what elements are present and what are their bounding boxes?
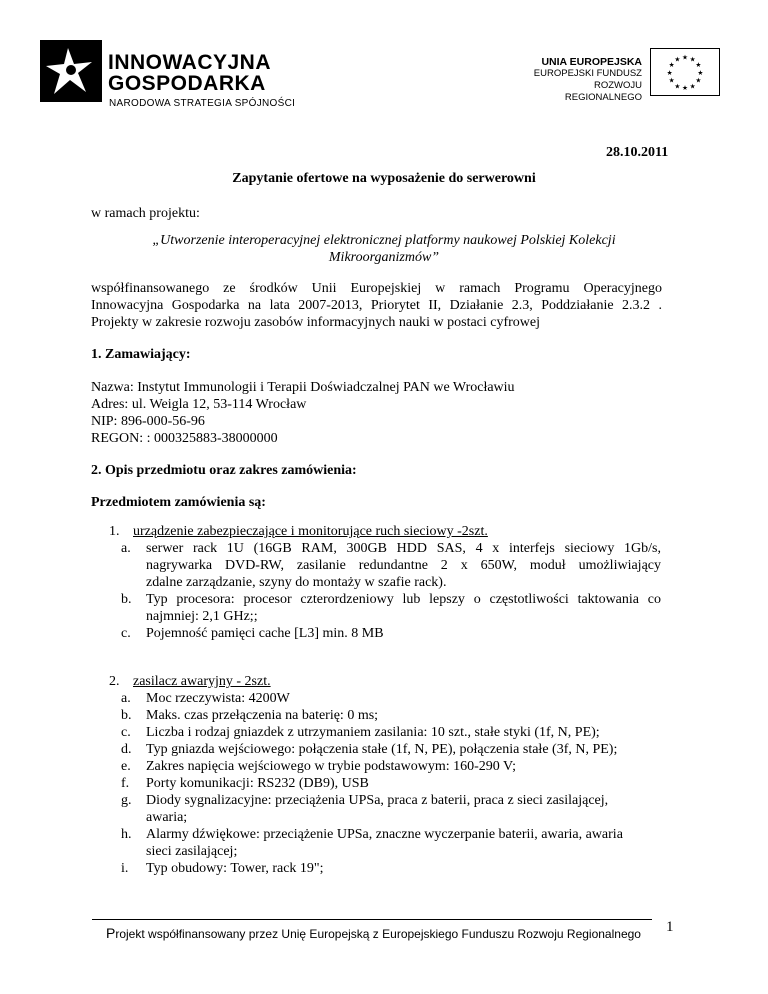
contractor-regon: REGON: : 000325883-38000000	[91, 431, 278, 446]
star-figure-icon	[40, 40, 102, 102]
item-1-b-line-1: Typ procesora: procesor czterordzeniowy lub lepszy o częstotliwości taktowania co	[146, 592, 661, 607]
logo-line-3: NARODOWA STRATEGIA SPÓJNOŚCI	[109, 98, 296, 109]
unia-europejska-logo	[520, 48, 720, 108]
item-2-f-label: f.	[121, 776, 130, 791]
item-2-a-label: a.	[121, 691, 131, 706]
document-date: 28.10.2011	[606, 145, 669, 160]
item-2-g-line-2: awaria;	[146, 810, 188, 825]
svg-text:★: ★	[682, 53, 688, 62]
footer-text	[106, 925, 641, 941]
footer-divider	[92, 919, 652, 920]
item-2-h-line-1: Alarmy dźwiękowe: przeciążenie UPSa, znaczne wyczerpanie baterii, awaria, awaria	[146, 827, 623, 842]
section-2-heading: 2. Opis przedmiotu oraz zakres zamówienia:	[91, 463, 357, 478]
svg-text:★: ★	[666, 68, 673, 77]
item-1-title: urządzenie zabezpieczające i monitorujące ruch sieciowy -2szt.	[133, 524, 488, 539]
svg-text:★: ★	[689, 82, 696, 91]
cofinancing-line-3: Projekty w zakresie rozwoju zasobów informacyjnych nauki w postaci cyfrowej	[91, 315, 541, 330]
item-1-a-label: a.	[121, 541, 131, 556]
intro-text: w ramach projektu:	[91, 206, 200, 221]
svg-text:★: ★	[689, 55, 696, 64]
section-1-heading: 1. Zamawiający:	[91, 347, 191, 362]
item-1-a-line-1: serwer rack 1U (16GB RAM, 300GB HDD SAS, 4 x interfejs sieciowy 1Gb/s,	[146, 541, 661, 556]
svg-text:★: ★	[668, 61, 675, 70]
logo-line-2: GOSPODARKA	[108, 72, 266, 95]
item-2-number: 2.	[109, 674, 120, 689]
item-2-d-label: d.	[121, 742, 132, 757]
item-2-e: Zakres napięcia wejściowego w trybie podstawowym: 160-290 V;	[146, 759, 517, 774]
contractor-nip: NIP: 896-000-56-96	[91, 414, 205, 429]
ue-logo-text	[520, 56, 642, 104]
svg-text:★: ★	[674, 82, 681, 91]
item-2-a: Moc rzeczywista: 4200W	[146, 691, 290, 706]
item-2-b: Maks. czas przełączenia na baterię: 0 ms;	[146, 708, 379, 723]
item-2-e-label: e.	[121, 759, 131, 774]
document-title: Zapytanie ofertowe na wyposażenie do serwerowni	[232, 171, 536, 186]
svg-text:★: ★	[695, 61, 702, 70]
contractor-name: Nazwa: Instytut Immunologii i Terapii Doświadczalnej PAN we Wrocławiu	[91, 380, 515, 395]
item-2-g-line-1: Diody sygnalizacyjne: przeciążenia UPSa, praca z baterii, praca z sieci zasilającej,	[146, 793, 609, 808]
item-2-h-line-2: sieci zasilającej;	[146, 844, 238, 859]
item-2-c: Liczba i rodzaj gniazdek z utrzymaniem zasilania: 10 szt., stałe styki (1f, N, PE);	[146, 725, 600, 740]
item-1-c: Pojemność pamięci cache [L3] min. 8 MB	[146, 626, 384, 641]
svg-text:★: ★	[697, 68, 704, 77]
svg-text:★: ★	[682, 84, 688, 93]
contractor-address: Adres: ul. Weigla 12, 53-114 Wrocław	[91, 397, 307, 412]
ue-line-1: UNIA EUROPEJSKA	[541, 56, 642, 68]
item-2-g-label: g.	[121, 793, 132, 808]
item-2-c-label: c.	[121, 725, 131, 740]
page-number: 1	[666, 919, 674, 935]
svg-text:★: ★	[695, 76, 702, 85]
project-title-line-2: Mikroorganizmów”	[328, 250, 440, 265]
svg-text:★: ★	[668, 76, 675, 85]
cofinancing-line-1: współfinansowanego ze środków Unii Europejskiej w ramach Programu Operacyjnego	[91, 281, 662, 296]
item-2-f: Porty komunikacji: RS232 (DB9), USB	[146, 776, 369, 791]
item-1-b-line-2: najmniej: 2,1 GHz;;	[146, 609, 258, 624]
item-1-a-line-3: zdalne zarządzanie, szyny do montaży w szafie rack).	[146, 575, 447, 590]
item-1-c-label: c.	[121, 626, 131, 641]
item-1-b-label: b.	[121, 592, 132, 607]
item-2-i: Typ obudowy: Tower, rack 19";	[146, 861, 324, 876]
footer-rest: rojekt współfinansowany przez Unię Europejską z Europejskiego Funduszu Rozwoju Regionalnego	[115, 927, 641, 941]
innowacyjna-gospodarka-logo	[40, 40, 300, 110]
item-2-h-label: h.	[121, 827, 132, 842]
item-2-title: zasilacz awaryjny - 2szt.	[133, 674, 271, 689]
item-1-number: 1.	[109, 524, 120, 539]
project-title-line-1: „Utworzenie interoperacyjnej elektronicznej platformy naukowej Polskiej Kolekcji	[152, 233, 616, 248]
ue-line-3: ROZWOJU REGIONALNEGO	[564, 80, 642, 103]
footer-first-letter: P	[106, 925, 116, 941]
section-2-subheading: Przedmiotem zamówienia są:	[91, 495, 266, 510]
item-2-i-label: i.	[121, 861, 129, 876]
eu-flag-icon	[650, 48, 720, 96]
cofinancing-line-2: Innowacyjna Gospodarka na lata 2007-2013, Priorytet II, Działanie 2.3, Poddziałanie 2.3.2 .	[91, 298, 662, 313]
logo-line-1: INNOWACYJNA	[108, 51, 272, 74]
item-2-b-label: b.	[121, 708, 132, 723]
ue-line-2: EUROPEJSKI FUNDUSZ	[533, 68, 642, 79]
item-2-d: Typ gniazda wejściowego: połączenia stałe (1f, N, PE), połączenia stałe (3f, N, PE);	[146, 742, 618, 757]
svg-text:★: ★	[674, 55, 681, 64]
item-1-a-line-2: nagrywarka DVD-RW, zasilanie redundantne 2 x 650W, moduł umożliwiający	[146, 558, 661, 573]
